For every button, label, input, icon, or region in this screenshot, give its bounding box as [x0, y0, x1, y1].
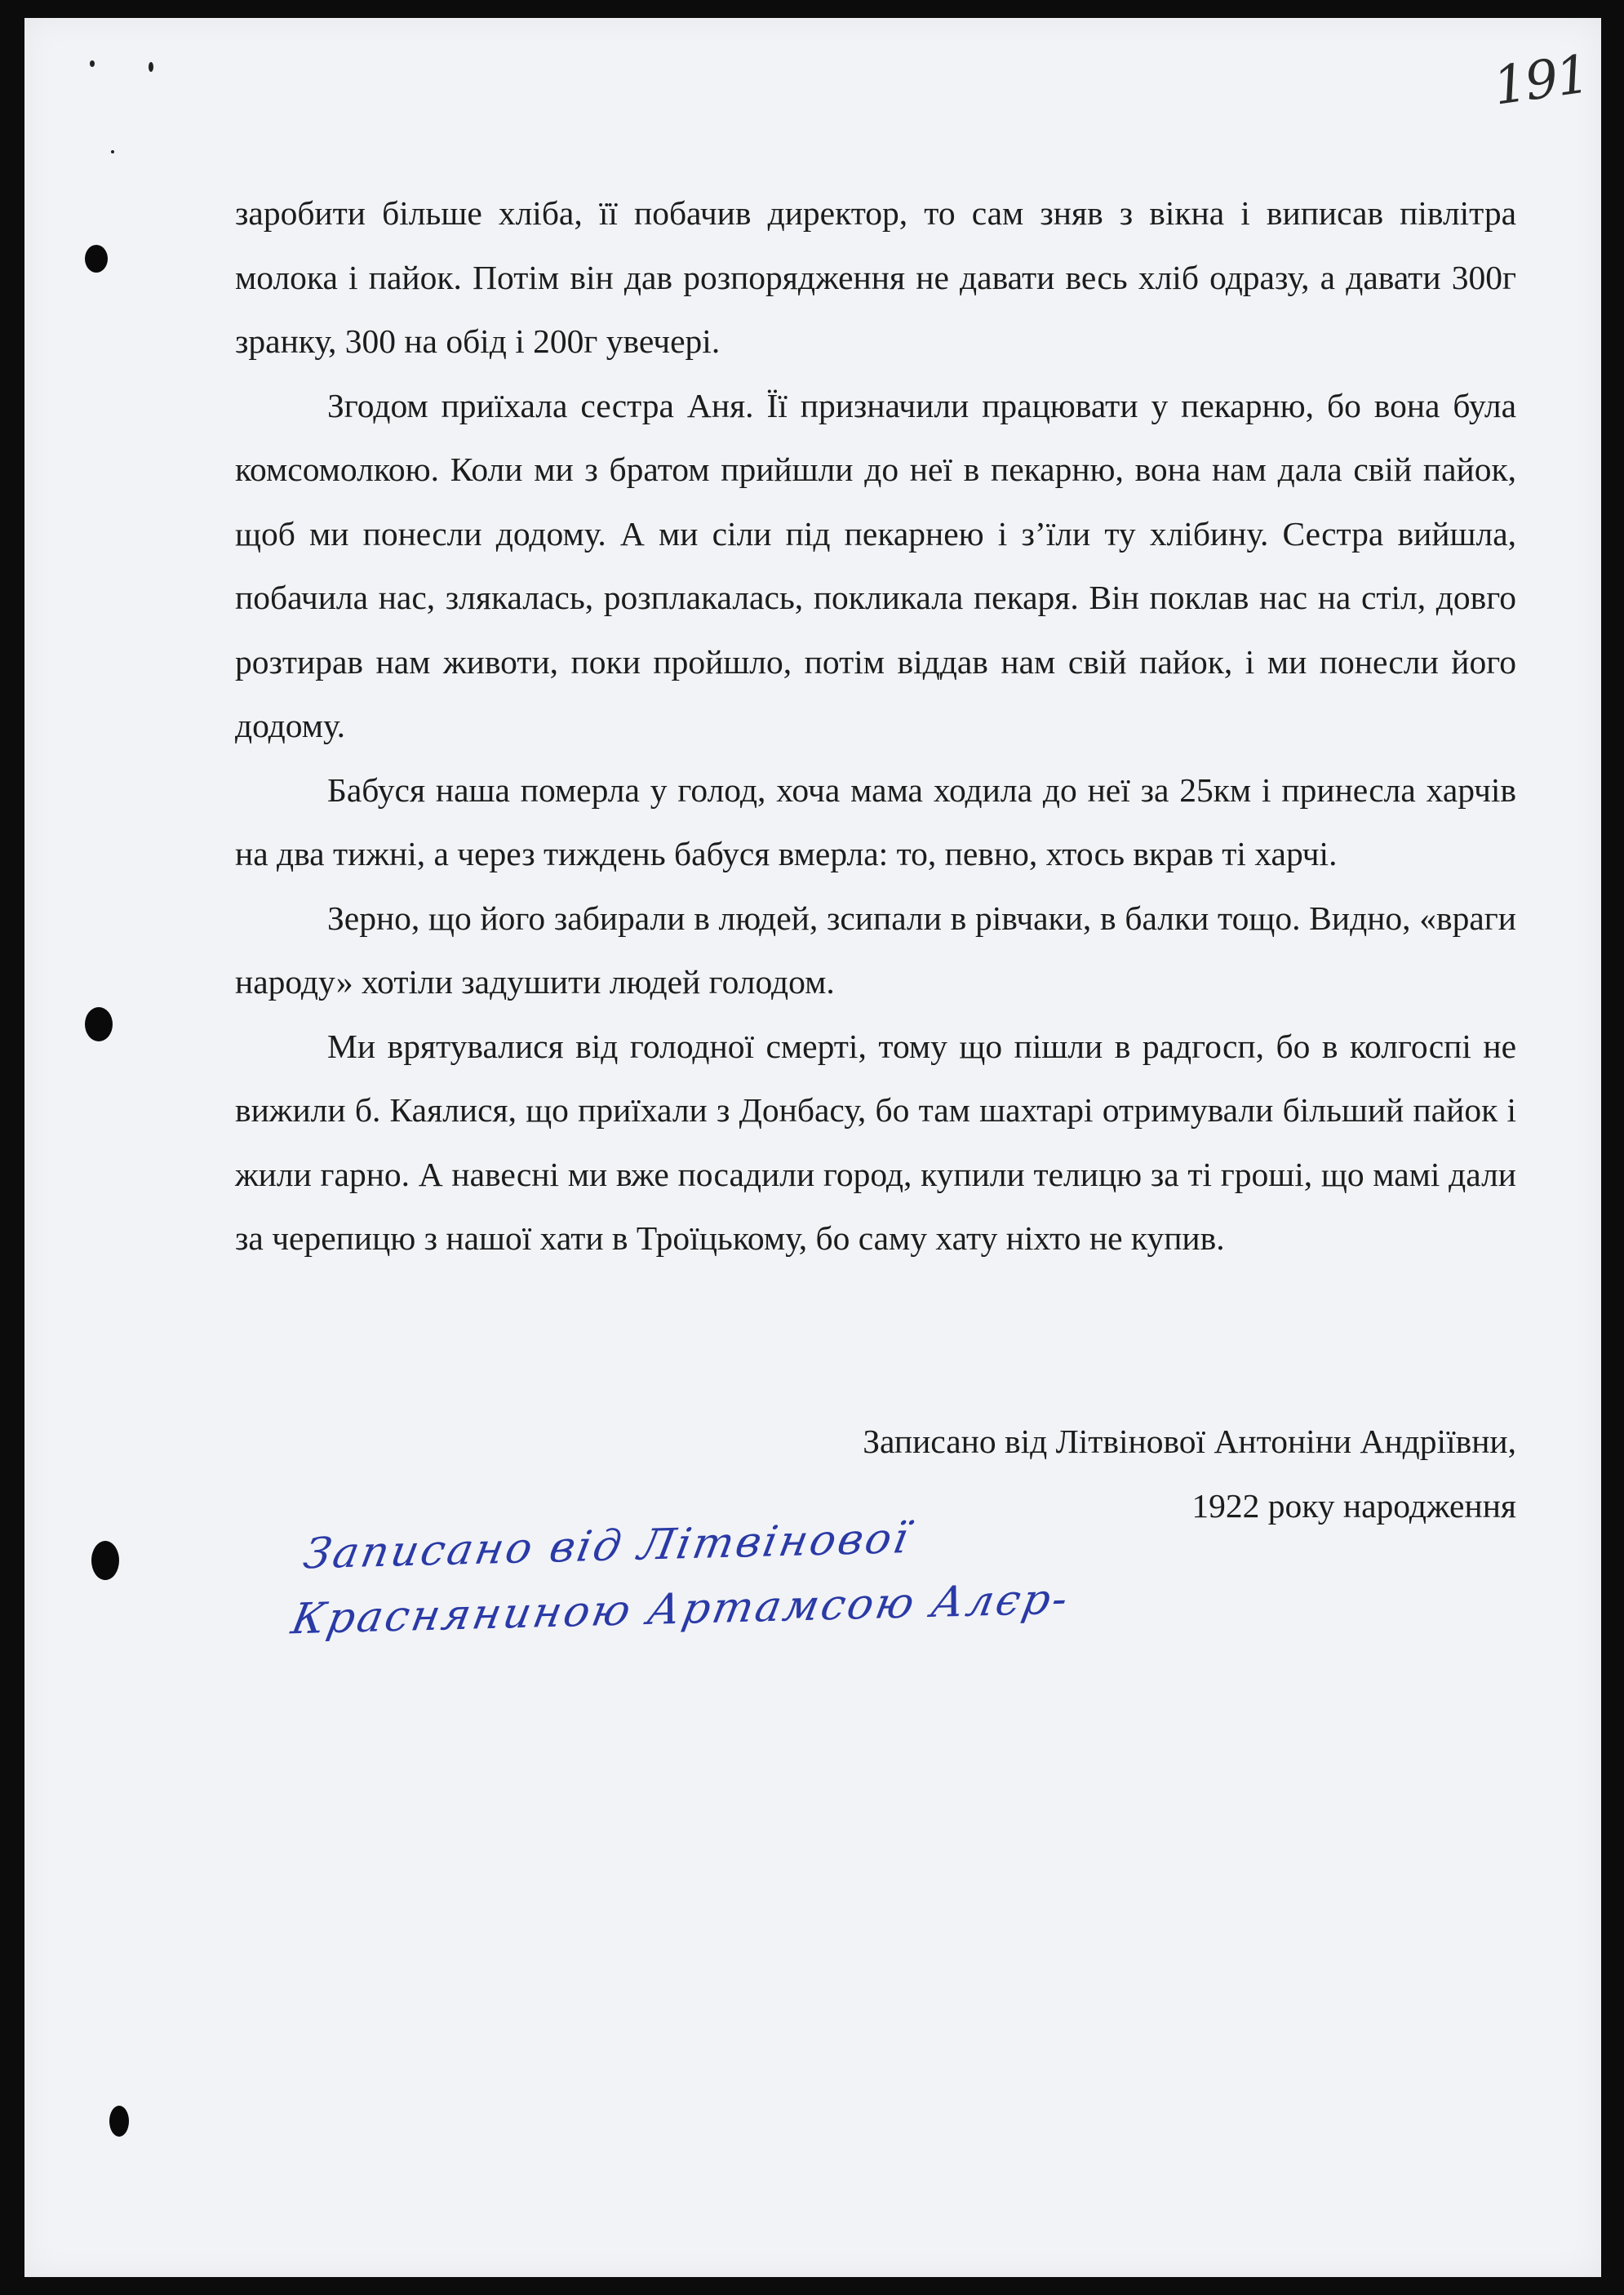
handwritten-note: [286, 1502, 1088, 1653]
paragraph-2: Згодом приїхала сестра Аня. Її призначили працювати у пекарню, бо вона була комсомолкою. Коли ми з братом прийшли до неї в пекарню, вона нам дала свій пайок, щоб ми понесли додому. А ми сіли під пекарнею і з’їли ту хлібину. Сестра вийшла, побачила нас, злякалась, розплакалась, покликала пекаря. Він поклав нас на стіл, довго розтирав нам животи, поки пройшло, потім віддав нам свій пайок, і ми понесли його додому.: [235, 386, 1516, 744]
punch-hole-1: [85, 245, 108, 273]
punch-hole-3: [91, 1541, 119, 1580]
signature-line-1: Записано від Літвінової Антоніни Андріївни,: [863, 1423, 1516, 1460]
paragraph-1: заробити більше хліба, її побачив директор, то сам зняв з вікна і виписав півлітра молока і пайок. Потім він дав розпорядження не давати весь хліб одразу, а давати 300г зранку, 300 на обід і 200г увечері.: [235, 194, 1516, 360]
document-page: [24, 18, 1601, 2277]
paragraph-3: Бабуся наша померла у голод, хоча мама ходила до неї за 25км і принесла харчів на два тижні, а через тиждень бабуся вмерла: то, певно, хтось вкрав ті харчі.: [235, 770, 1516, 872]
speck-3: [111, 150, 114, 153]
handwritten-line-1: Записано від Літвінової: [300, 1514, 915, 1579]
paragraph-4: Зерно, що його забирали в людей, зсипали в рівчаки, в балки тощо. Видно, «враги народу» хотіли задушити людей голодом.: [235, 899, 1516, 1001]
page-number: 191: [1489, 44, 1592, 118]
punch-hole-4: [109, 2106, 129, 2137]
signature-line-2: 1922 року народження: [1191, 1486, 1516, 1525]
paragraph-5: Ми врятувалися від голодної смерті, тому що пішли в радгосп, бо в колгоспі не вижили б. Каялися, що приїхали з Донбасу, бо там шахтарі отримували більший пайок і жили гарно. А навесні ми вже посадили город, купили телицю за ті гроші, що мамі дали за черепицю з нашої хати в Троїцькому, бо саму хату ніхто не купив.: [235, 1027, 1516, 1257]
body-text: [235, 181, 1516, 1271]
speck-2: [149, 62, 153, 72]
handwritten-line-2: Красняниною Артамсою Алєр-: [287, 1574, 1074, 1645]
punch-hole-2: [85, 1007, 113, 1041]
speck-1: [90, 60, 95, 67]
